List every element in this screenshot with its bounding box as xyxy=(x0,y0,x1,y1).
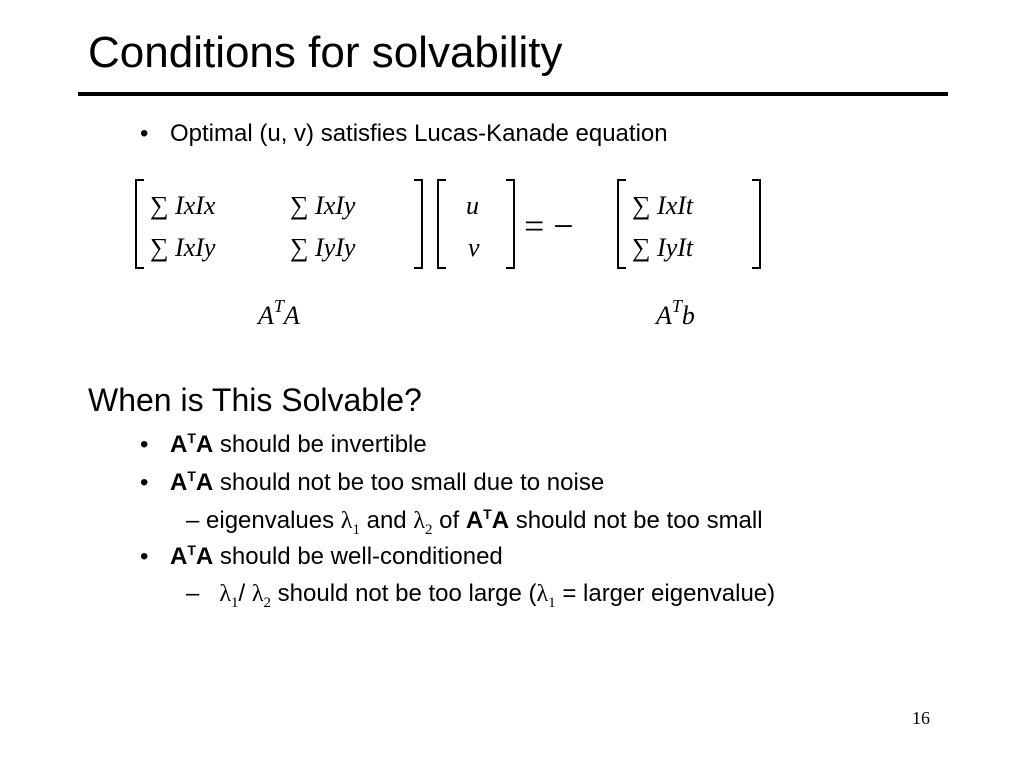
lucas-kanade-equation xyxy=(120,168,780,338)
ATA-symbol: $A^TA$ xyxy=(170,542,214,570)
vector-v: v xyxy=(468,233,480,262)
bullet-dot: • xyxy=(140,431,149,458)
bullet-well-conditioned-text: should be well-conditioned xyxy=(219,543,503,570)
sub-ratio: – $\lambda_1/$ $\lambda_2$ should not be too large ($\lambda_1$ = larger eigenvalue) xyxy=(186,580,776,611)
lambda-2: $\lambda_2$ xyxy=(251,581,271,611)
bullet-dot: • xyxy=(140,469,149,496)
bullet-well-conditioned xyxy=(140,542,503,571)
ATA-symbol: $A^TA$ xyxy=(170,468,214,496)
vector-u: u xyxy=(466,191,479,220)
lambda-1: $\lambda_1$ xyxy=(219,581,239,611)
section-heading: When is This Solvable? xyxy=(88,382,422,418)
matrix-cell-21: ∑ IxIy xyxy=(150,233,216,262)
bullet-dot: • xyxy=(140,543,149,570)
matrix-cell-22: ∑ IyIy xyxy=(290,233,356,262)
bullet-invertible-text: should be invertible xyxy=(219,431,427,458)
slide-title: Conditions for solvability xyxy=(88,28,563,77)
matrix-cell-11: ∑ IxIx xyxy=(150,191,216,220)
bullet-optimal-text: Optimal (u, v) satisfies Lucas-Kanade equation xyxy=(170,120,668,147)
matrix-cell-12: ∑ IxIy xyxy=(290,191,356,220)
lambda-1: $\lambda_1$ xyxy=(536,581,556,611)
lambda-2: $\lambda_2$ xyxy=(413,508,433,538)
label-ATb: $A^Tb$ xyxy=(656,296,695,330)
rhs-cell-2: ∑ IyIt xyxy=(632,233,694,262)
bullet-not-small-text: should not be too small due to noise xyxy=(219,469,605,496)
page-number: 16 xyxy=(912,708,930,728)
bullet-not-small xyxy=(140,468,604,497)
equals-minus: = − xyxy=(524,206,574,246)
rhs-cell-1: ∑ IxIt xyxy=(632,191,694,220)
bullet-invertible xyxy=(140,430,427,459)
label-ATA: $A^TA$ xyxy=(258,296,300,330)
bullet-optimal xyxy=(140,120,668,148)
ATA-symbol: $A^TA$ xyxy=(170,430,214,458)
lambda-1: $\lambda_1$ xyxy=(340,508,360,538)
bullet-dot: • xyxy=(140,120,149,147)
title-rule xyxy=(78,92,948,96)
sub-eigenvalues: – eigenvalues $\lambda_1$ and $\lambda_2$ of $A^TA$ should not be too small xyxy=(186,506,763,538)
ATA-symbol: $A^TA$ xyxy=(465,506,510,534)
